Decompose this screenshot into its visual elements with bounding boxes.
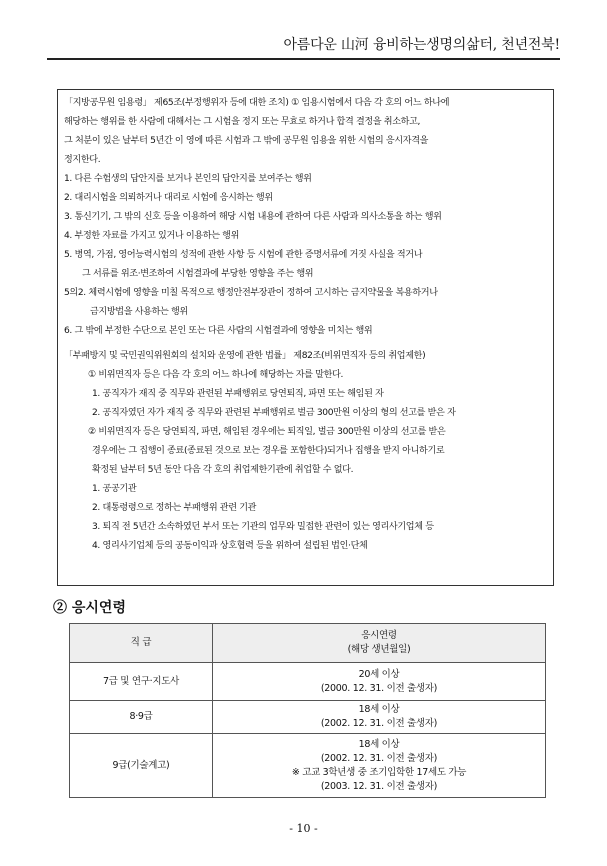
legal-notice-box <box>57 89 554 586</box>
law-paragraph-line: 그 처분이 있은 날부터 5년간 이 영에 따른 시험과 그 밖에 공무원 임용을 위한 시험의 응시자격을 <box>64 136 429 146</box>
age-line: 18세 이상 <box>358 704 400 715</box>
header-age-title: 응시연령 <box>361 630 397 641</box>
header-grade: 직 급 <box>70 624 213 663</box>
law-item: 1. 공직자가 재직 중 직무와 관련된 부패행위로 당연퇴직, 파면 또는 해임된 자 <box>92 389 384 399</box>
section-title: ② 응시연령 <box>53 600 126 616</box>
law-item: 1. 다른 수험생의 답안지를 보거나 본인의 답안지를 보여주는 행위 <box>64 174 312 184</box>
law-item: 2. 대통령령으로 정하는 부패행위 관련 기관 <box>92 503 257 513</box>
law-item: 4. 부정한 자료를 가지고 있거나 이용하는 행위 <box>64 231 240 241</box>
grade-cell: 9급(기술계고) <box>70 734 213 798</box>
table-row <box>70 701 546 734</box>
law-item: 5의2. 체력시험에 영향을 미칠 목적으로 행정안전부장관이 정하여 고시하는 금지약물을 복용하거나 <box>64 288 438 298</box>
law-item: 3. 퇴직 전 5년간 소속하였던 부서 또는 기관의 업무와 밀접한 관련이 있는 영리사기업체 등 <box>92 522 434 532</box>
age-cell <box>213 701 546 734</box>
age-line: 18세 이상 <box>358 738 400 750</box>
header-title: 아름다운 山河 융비하는생명의삶터, 천년전북! <box>283 37 560 53</box>
table-row <box>70 663 546 701</box>
law-clause-continuation: 경우에는 그 집행이 종료(종료된 것으로 보는 경우를 포함한다)되거나 집행을 받지 아니하기로 <box>92 446 445 456</box>
age-line: (2003. 12. 31. 이전 출생자) <box>320 780 438 792</box>
page-number: - 10 - <box>289 822 318 835</box>
law-item-continuation: 금지방법을 사용하는 행위 <box>90 307 188 317</box>
legal-notice-text <box>64 94 549 556</box>
grade-cell: 7급 및 연구·지도사 <box>70 663 213 701</box>
law-clause-continuation: 확정된 날부터 5년 동안 다음 각 호의 취업제한기관에 취업할 수 없다. <box>92 465 354 475</box>
law-item: 6. 그 밖에 부정한 수단으로 본인 또는 다른 사람의 시험결과에 영향을 미치는 행위 <box>64 326 373 336</box>
header-age <box>213 624 546 663</box>
age-line: 20세 이상 <box>358 668 400 680</box>
age-line: (2002. 12. 31. 이전 출생자) <box>320 718 438 729</box>
law-item: 1. 공공기관 <box>92 484 137 494</box>
age-requirement-table <box>69 623 546 798</box>
page-header <box>47 28 560 60</box>
age-cell <box>213 663 546 701</box>
law-item: 5. 병역, 가점, 영어능력시험의 성적에 관한 사항 등 시험에 관한 증명서류에 거짓 사실을 적거나 <box>64 250 423 260</box>
law-item-continuation: 그 서류를 위조·변조하여 시험결과에 부당한 영향을 주는 행위 <box>82 269 314 279</box>
law-item: 3. 통신기기, 그 밖의 신호 등을 이용하여 해당 시험 내용에 관하여 다른 사람과 의사소통을 하는 행위 <box>64 212 442 222</box>
age-line: (2002. 12. 31. 이전 출생자) <box>320 752 438 764</box>
law-item: 2. 대리시험을 의뢰하거나 대리로 시험에 응시하는 행위 <box>64 193 273 203</box>
law-paragraph-line: 정지한다. <box>64 155 101 165</box>
grade-cell: 8·9급 <box>70 701 213 734</box>
law-item: 4. 영리사기업체 등의 공동이익과 상호협력 등을 위하여 설립된 법인·단체 <box>92 541 368 551</box>
header-age-subtitle: (해당 생년월일) <box>347 644 411 655</box>
table-row <box>70 734 546 798</box>
law-paragraph-line: 해당하는 행위를 한 사람에 대해서는 그 시험을 정지 또는 무효로 하거나 합격 결정을 취소하고, <box>64 117 421 127</box>
age-cell <box>213 734 546 798</box>
law-clause: ① 비위면직자 등은 다음 각 호의 어느 하나에 해당하는 자를 말한다. <box>88 370 344 380</box>
law-item: 2. 공직자였던 자가 재직 중 직무와 관련된 부패행위로 벌금 300만원 이상의 형의 선고를 받은 자 <box>92 408 456 418</box>
age-line: (2000. 12. 31. 이전 출생자) <box>320 682 438 694</box>
law-clause: ② 비위면직자 등은 당연퇴직, 파면, 해임된 경우에는 퇴직일, 벌금 300만원 이상의 선고를 받은 <box>88 427 446 437</box>
law-title-line: 「부패방지 및 국민권익위원회의 설치와 운영에 관한 법률」 제82조(비위면직자 등의 취업제한) <box>64 351 426 361</box>
age-note: ※ 고교 3학년생 중 조기입학한 17세도 가능 <box>291 766 467 778</box>
law-paragraph-line: 「지방공무원 임용령」 제65조(부정행위자 등에 대한 조치) ① 임용시험에서 다음 각 호의 어느 하나에 <box>64 98 450 108</box>
table-header-row <box>70 624 546 663</box>
